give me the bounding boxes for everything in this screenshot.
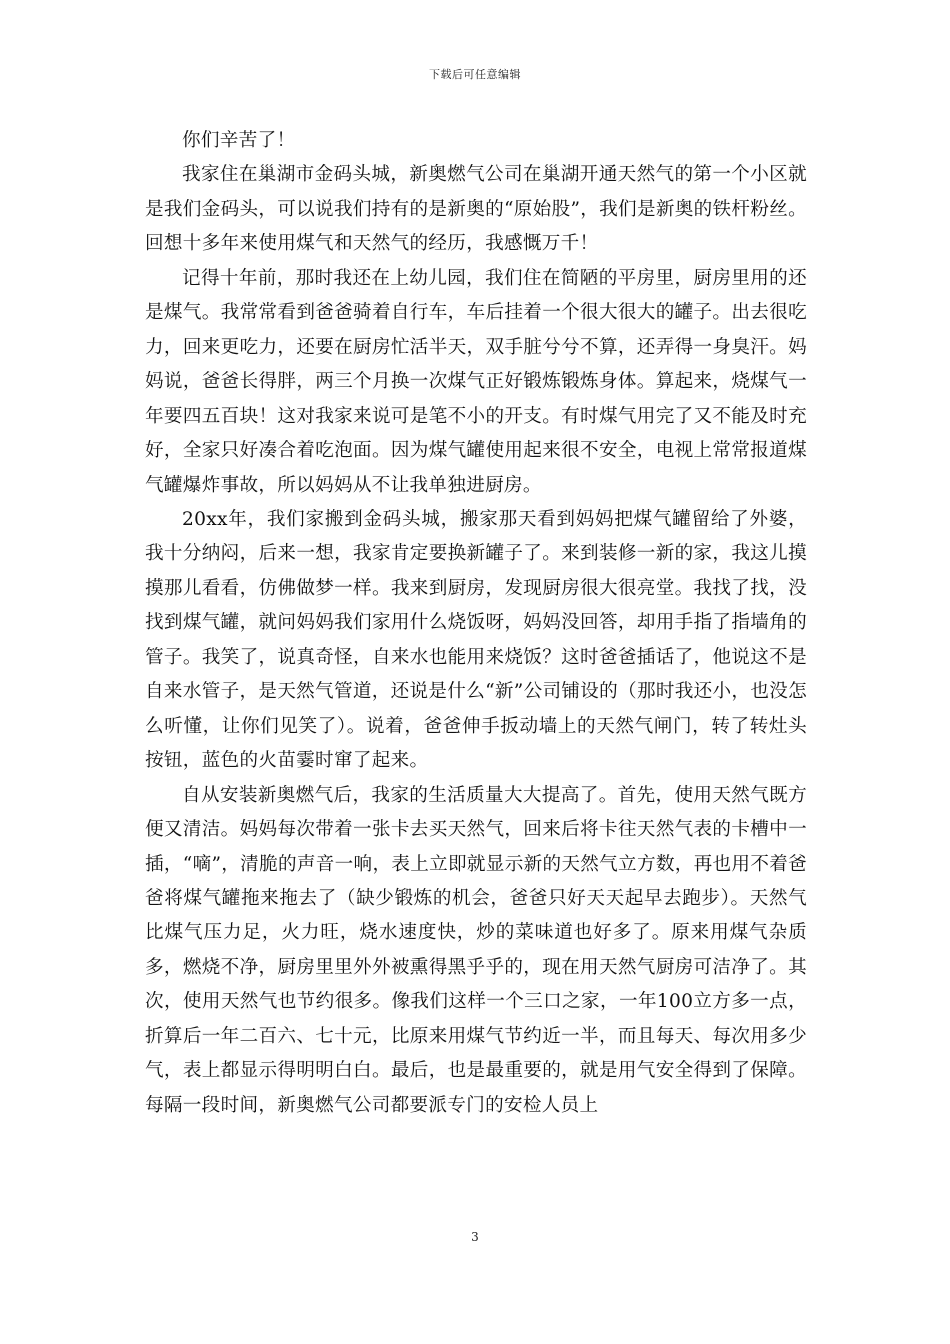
paragraph-3: 记得十年前，那时我还在上幼儿园，我们住在简陋的平房里，厨房里用的还是煤气。我常常看到爸爸骑着自行车，车后挂着一个很大很大的罐子。出去很吃力，回来更吃力，还要在厨房忙活半天，双手脏兮兮不算，还弄得一身臭汗。妈妈说，爸爸长得胖，两三个月换一次煤气正好锻炼锻炼身体。算起来，烧煤气一年要四五百块！这对我家来说可是笔不小的开支。有时煤气用完了又不能及时充好，全家只好凑合着吃泡面。因为煤气罐使用起来很不安全，电视上常常报道煤气罐爆炸事故，所以妈妈从不让我单独进厨房。 bbox=[145, 267, 807, 496]
page-header: 下载后可任意编辑 bbox=[429, 68, 521, 81]
paragraph-1: 你们辛苦了！ bbox=[182, 130, 296, 151]
paragraph-5: 自从安装新奥燃气后，我家的生活质量大大提高了。首先，使用天然气既方便又清洁。妈妈每次带着一张卡去买天然气，回来后将卡往天然气表的卡槽中一插，“嘀”，清脆的声音一响，表上立即就显示新的天然气立方数，再也用不着爸爸将煤气罐拖来拖去了（缺少锻炼的机会，爸爸只好天天起早去跑步）。天然气比煤气压力足，火力旺，烧水速度快，炒的菜味道也好多了。原来用煤气杂质多，燃烧不净，厨房里里外外被熏得黑乎乎的，现在用天然气厨房可洁净了。其次，使用天然气也节约很多。像我们这样一个三口之家，一年100立方多一点，折算后一年二百六、七十元，比原来用煤气节约近一半，而且每天、每次用多少气，表上都显示得明明白白。最后，也是最重要的，就是用气安全得到了保障。每隔一段时间，新奥燃气公司都要派专门的安检人员上 bbox=[145, 784, 807, 1116]
body-text bbox=[145, 124, 807, 1123]
page-number: 3 bbox=[471, 1230, 479, 1244]
paragraph-2: 我家住在巢湖市金码头城，新奥燃气公司在巢湖开通天然气的第一个小区就是我们金码头，可以说我们持有的是新奥的“原始股”，我们是新奥的铁杆粉丝。回想十多年来使用煤气和天然气的经历，我感慨万千！ bbox=[145, 164, 807, 255]
paragraph-4: 20xx年，我们家搬到金码头城，搬家那天看到妈妈把煤气罐留给了外婆，我十分纳闷，后来一想，我家肯定要换新罐子了。来到装修一新的家，我这儿摸摸那儿看看，仿佛做梦一样。我来到厨房，发现厨房很大很亮堂。我找了找，没找到煤气罐，就问妈妈我们家用什么烧饭呀，妈妈没回答，却用手指了指墙角的管子。我笑了，说真奇怪，自来水也能用来烧饭？这时爸爸插话了，他说这不是自来水管子，是天然气管道，还说是什么“新”公司铺设的（那时我还小，也没怎么听懂，让你们见笑了）。说着，爸爸伸手扳动墙上的天然气闸门，转了转灶头按钮，蓝色的火苗霎时窜了起来。 bbox=[145, 508, 807, 772]
